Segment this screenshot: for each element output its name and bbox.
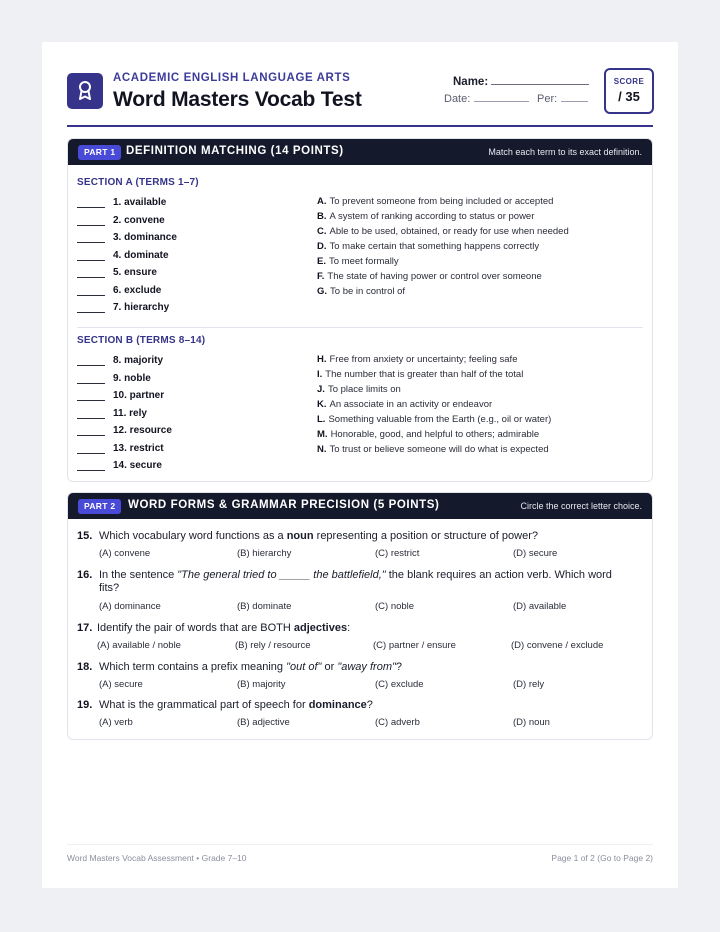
definition-h: H. Free from anxiety or uncertainty; feeling safe [317, 354, 518, 365]
option-d[interactable]: (D) rely [513, 679, 545, 690]
term-7: 7. hierarchy [77, 302, 169, 316]
option-c[interactable]: (C) partner / ensure [373, 640, 456, 651]
definition-e: E. To meet formally [317, 256, 399, 267]
part1-banner [68, 139, 652, 165]
header [67, 72, 653, 124]
option-d[interactable]: (D) available [513, 601, 567, 612]
subject-label: ACADEMIC ENGLISH LANGUAGE ARTS [113, 72, 351, 84]
definition-d: D. To make certain that something happens correctly [317, 241, 540, 252]
answer-blank[interactable] [77, 435, 105, 436]
answer-blank[interactable] [77, 365, 105, 366]
footer-rule [67, 844, 653, 845]
part1-card [67, 138, 653, 482]
definition-k: K. An associate in an activity or endeavor [317, 399, 493, 410]
option-d[interactable]: (D) noun [513, 717, 550, 728]
term-12: 12. resource [77, 425, 172, 439]
definition-g: G. To be in control of [317, 286, 406, 297]
term-3: 3. dominance [77, 232, 177, 246]
option-c[interactable]: (C) adverb [375, 717, 420, 728]
option-b[interactable]: (B) rely / resource [235, 640, 311, 651]
part2-title: WORD FORMS & GRAMMAR PRECISION (5 POINTS) [128, 499, 440, 511]
name-label: Name: [453, 76, 489, 88]
term-6: 6. exclude [77, 285, 161, 299]
definition-c: C. Able to be used, obtained, or ready for use when needed [317, 226, 569, 237]
term-5: 5. ensure [77, 267, 157, 281]
term-11: 11. rely [77, 408, 147, 422]
option-b[interactable]: (B) adjective [237, 717, 290, 728]
term-1: 1. available [77, 197, 166, 211]
option-a[interactable]: (A) verb [99, 717, 133, 728]
answer-blank[interactable] [77, 312, 105, 313]
option-a[interactable]: (A) available / noble [97, 640, 181, 651]
footer-assessment-label: Word Masters Vocab Assessment • Grade 7–10 [67, 853, 247, 863]
definition-b: B. A system of ranking according to status or power [317, 211, 535, 222]
definition-a: A. To prevent someone from being included or accepted [317, 196, 554, 207]
name-field[interactable] [491, 84, 589, 85]
option-d[interactable]: (D) secure [513, 548, 558, 559]
score-label: SCORE [613, 77, 645, 86]
part1-tag: PART 1 [78, 145, 121, 160]
term-9: 9. noble [77, 373, 151, 387]
option-a[interactable]: (A) convene [99, 548, 151, 559]
definition-j: J. To place limits on [317, 384, 401, 395]
section-a-heading: SECTION A (TERMS 1–7) [77, 177, 199, 188]
definition-f: F. The state of having power or control over someone [317, 271, 542, 282]
option-c[interactable]: (C) restrict [375, 548, 420, 559]
answer-blank[interactable] [77, 383, 105, 384]
part1-title: DEFINITION MATCHING (14 POINTS) [126, 145, 344, 157]
answer-blank[interactable] [77, 400, 105, 401]
score-value: / 35 [618, 89, 640, 104]
term-13: 13. restrict [77, 443, 164, 457]
option-b[interactable]: (B) majority [237, 679, 286, 690]
score-box [604, 68, 654, 114]
page-title: Word Masters Vocab Test [113, 88, 362, 111]
option-c[interactable]: (C) noble [375, 601, 415, 612]
section-divider [77, 327, 643, 328]
footer-page-number: Page 1 of 2 (Go to Page 2) [551, 853, 653, 863]
period-field[interactable] [561, 101, 588, 102]
part1-instructions: Match each term to its exact definition. [488, 147, 642, 157]
term-14: 14. secure [77, 460, 162, 474]
worksheet-page [42, 42, 678, 888]
option-b[interactable]: (B) hierarchy [237, 548, 292, 559]
option-c[interactable]: (C) exclude [375, 679, 424, 690]
logo [67, 73, 103, 109]
term-10: 10. partner [77, 390, 164, 404]
answer-blank[interactable] [77, 470, 105, 471]
option-a[interactable]: (A) dominance [99, 601, 161, 612]
answer-blank[interactable] [77, 418, 105, 419]
period-label: Per: [537, 93, 558, 105]
header-rule [67, 125, 653, 127]
answer-blank[interactable] [77, 295, 105, 296]
date-label: Date: [444, 93, 471, 105]
medal-icon [75, 80, 95, 102]
answer-blank[interactable] [77, 207, 105, 208]
option-d[interactable]: (D) convene / exclude [511, 640, 604, 651]
part2-instructions: Circle the correct letter choice. [520, 501, 642, 511]
option-b[interactable]: (B) dominate [237, 601, 292, 612]
answer-blank[interactable] [77, 277, 105, 278]
definition-i: I. The number that is greater than half of the total [317, 369, 524, 380]
definition-l: L. Something valuable from the Earth (e.g., oil or water) [317, 414, 552, 425]
option-a[interactable]: (A) secure [99, 679, 143, 690]
part2-tag: PART 2 [78, 499, 121, 514]
date-field[interactable] [474, 101, 529, 102]
term-4: 4. dominate [77, 250, 169, 264]
definition-m: M. Honorable, good, and helpful to others; admirable [317, 429, 540, 440]
answer-blank[interactable] [77, 260, 105, 261]
answer-blank[interactable] [77, 225, 105, 226]
term-8: 8. majority [77, 355, 163, 369]
definition-n: N. To trust or believe someone will do what is expected [317, 444, 549, 455]
part2-banner [68, 493, 652, 519]
part2-card: PART 2 WORD FORMS & GRAMMAR PRECISION (5 POINTS) Circle the correct letter choice. 15. Which vocabulary word functions as a noun representing a position or structure of power? (A) convene (B) hierarchy (C) restrict (D) secure 16. In the sentence "The general tried to _____ the battlefield," the blank requires an action verb. Which word fits? (A) dominance (B) dominate (C) noble (D) available 17. Identify the pair of words that are BOTH adjectives: (A) available / noble (B) rely / resource (C) partner / ensure (D) convene / exclude 18. Which term contains a prefix meaning "out of" or "away from"? (A) secure (B) majority (C) exclude (D) rely 19. What is the grammatical part of speech for dominance? (A) verb (B) adjective (C) adverb (D) noun [67, 492, 653, 740]
section-b-heading: SECTION B (TERMS 8–14) [77, 335, 206, 346]
answer-blank[interactable] [77, 453, 105, 454]
answer-blank[interactable] [77, 242, 105, 243]
term-2: 2. convene [77, 215, 165, 229]
